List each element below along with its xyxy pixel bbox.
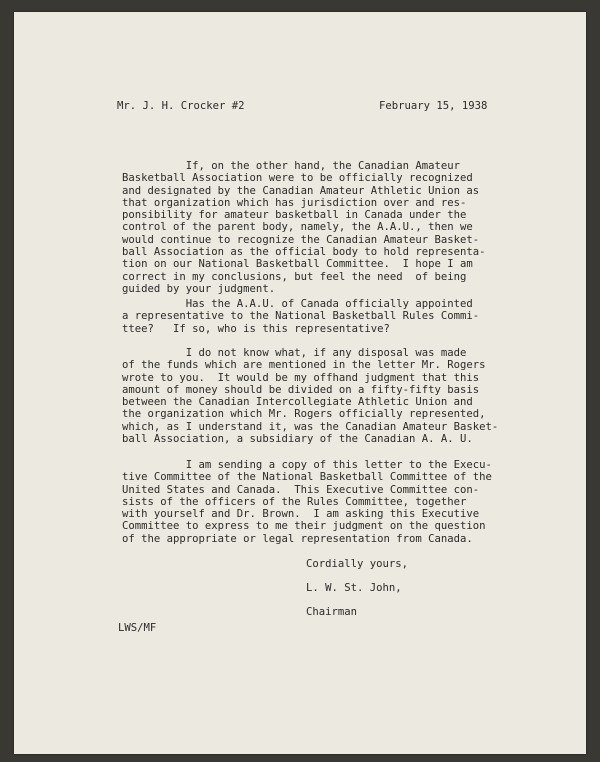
recipient-header: Mr. J. H. Crocker #2	[117, 100, 245, 112]
signer-title: Chairman	[306, 606, 358, 618]
paragraph-4: I am sending a copy of this letter to the Execu- tive Committee of the National Basketball Committee of the United States and Canada. This Executive Committee con- sists of the officers of the Rules Committee, together with yourself and Dr. Brown. I am asking this Executive Committee to express to me their judgment on the question of the appropriate or legal representation from Canada.	[122, 459, 492, 545]
closing-salutation: Cordially yours,	[306, 558, 409, 570]
signature-block	[306, 552, 408, 624]
signer-name: L. W. St. John,	[306, 582, 402, 594]
letter-page	[14, 12, 586, 754]
letter-date: February 15, 1938	[379, 100, 488, 112]
paragraph-2: Has the A.A.U. of Canada officially appointed a representative to the National Basketball Rules Commi- ttee? If so, who is this representative?	[122, 298, 480, 335]
typist-initials: LWS/MF	[118, 622, 157, 634]
paragraph-3: I do not know what, if any disposal was made of the funds which are mentioned in the letter Mr. Rogers wrote to you. It would be my offhand judgment that this amount of money should be divided on a fifty-fifty basis between the Canadian Intercollegiate Athletic Union and the organization which Mr. Rogers officially represented, which, as I understand it, was the Canadian Amateur Basket- ball Association, a subsidiary of the Canadian A. A. U.	[122, 347, 499, 446]
paragraph-1: If, on the other hand, the Canadian Amateur Basketball Association were to be officially recognized and designated by the Canadian Amateur Athletic Union as that organization which has jurisdiction over and res- ponsibility for amateur basketball in Canada under the control of the parent body, namely, the A.A.U., then we would continue to recognize the Canadian Amateur Basket- ball Association as the official body to hold representa- tion on our National Basketball Committee. I hope I am correct in my conclusions, but feel the need of being guided by your judgment.	[122, 160, 486, 295]
